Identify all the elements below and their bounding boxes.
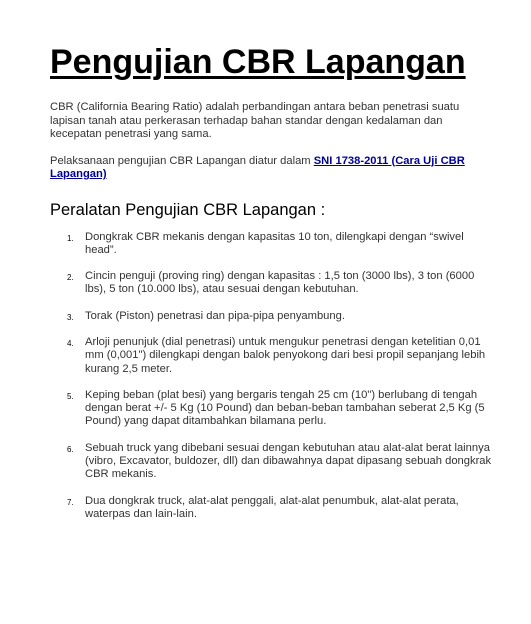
list-item xyxy=(50,389,496,429)
list-item-text: Keping beban (plat besi) yang bergaris tengah 25 cm (10") berlubang di tengah dengan berat +/- 5 Kg (10 Pound) dan beban-beban tambahan seberat 2,5 Kg (5 Pound) yang dapat ditambahkan bilamana perlu. xyxy=(85,388,485,428)
list-item xyxy=(50,270,496,297)
document-page xyxy=(50,40,496,534)
list-item-text: Cincin penguji (proving ring) dengan kapasitas : 1,5 ton (3000 lbs), 3 ton (6000 lbs), 5 ton (10.000 lbs), atau sesuai dengan kebutuhan. xyxy=(85,270,475,296)
standard-link[interactable]: SNI 1738-2011 (Cara Uji CBR Lapangan) xyxy=(50,154,465,180)
list-number: 5. xyxy=(67,391,74,401)
list-item xyxy=(50,310,496,323)
standard-paragraph xyxy=(50,155,496,182)
list-item-text: Arloji penunjuk (dial penetrasi) untuk mengukur penetrasi dengan ketelitian 0,01 mm (0,001") dilengkapi dengan balok penyokong dari besi propil sepanjang lebih kurang 2,5 meter. xyxy=(85,335,486,375)
list-number: 6. xyxy=(67,444,74,454)
list-item-text: Dongkrak CBR mekanis dengan kapasitas 10 ton, dilengkapi dengan “swivel head”. xyxy=(85,230,464,256)
list-number: 2. xyxy=(67,273,74,283)
list-item-text: Dua dongkrak truck, alat-alat penggali, alat-alat penumbuk, alat-alat perata, waterpas dan lain-lain. xyxy=(85,494,459,520)
list-number: 7. xyxy=(67,497,74,507)
standard-text: Pelaksanaan pengujian CBR Lapangan diatur dalam xyxy=(50,154,314,167)
list-item-text: Torak (Piston) penetrasi dan pipa-pipa penyambung. xyxy=(85,309,345,322)
list-number: 1. xyxy=(67,233,74,243)
list-item xyxy=(50,442,496,482)
list-item xyxy=(50,336,496,376)
equipment-list xyxy=(50,231,496,522)
list-item xyxy=(50,231,496,258)
intro-paragraph: CBR (California Bearing Ratio) adalah perbandingan antara beban penetrasi suatu lapisan tanah atau perkerasan terhadap bahan standar dengan kedalaman dan kecepatan penetrasi yang sama. xyxy=(50,101,460,140)
list-item xyxy=(50,495,496,522)
list-number: 4. xyxy=(67,338,74,348)
page-title: Pengujian CBR Lapangan xyxy=(50,43,466,81)
equipment-heading: Peralatan Pengujian CBR Lapangan : xyxy=(50,200,326,219)
list-number: 3. xyxy=(67,312,74,322)
list-item-text: Sebuah truck yang dibebani sesuai dengan kebutuhan atau alat-alat berat lainnya (vibro, Excavator, buldozer, dll) dan dibawahnya dapat dipasang sebuah dongkrak CBR mekanis. xyxy=(85,441,492,481)
